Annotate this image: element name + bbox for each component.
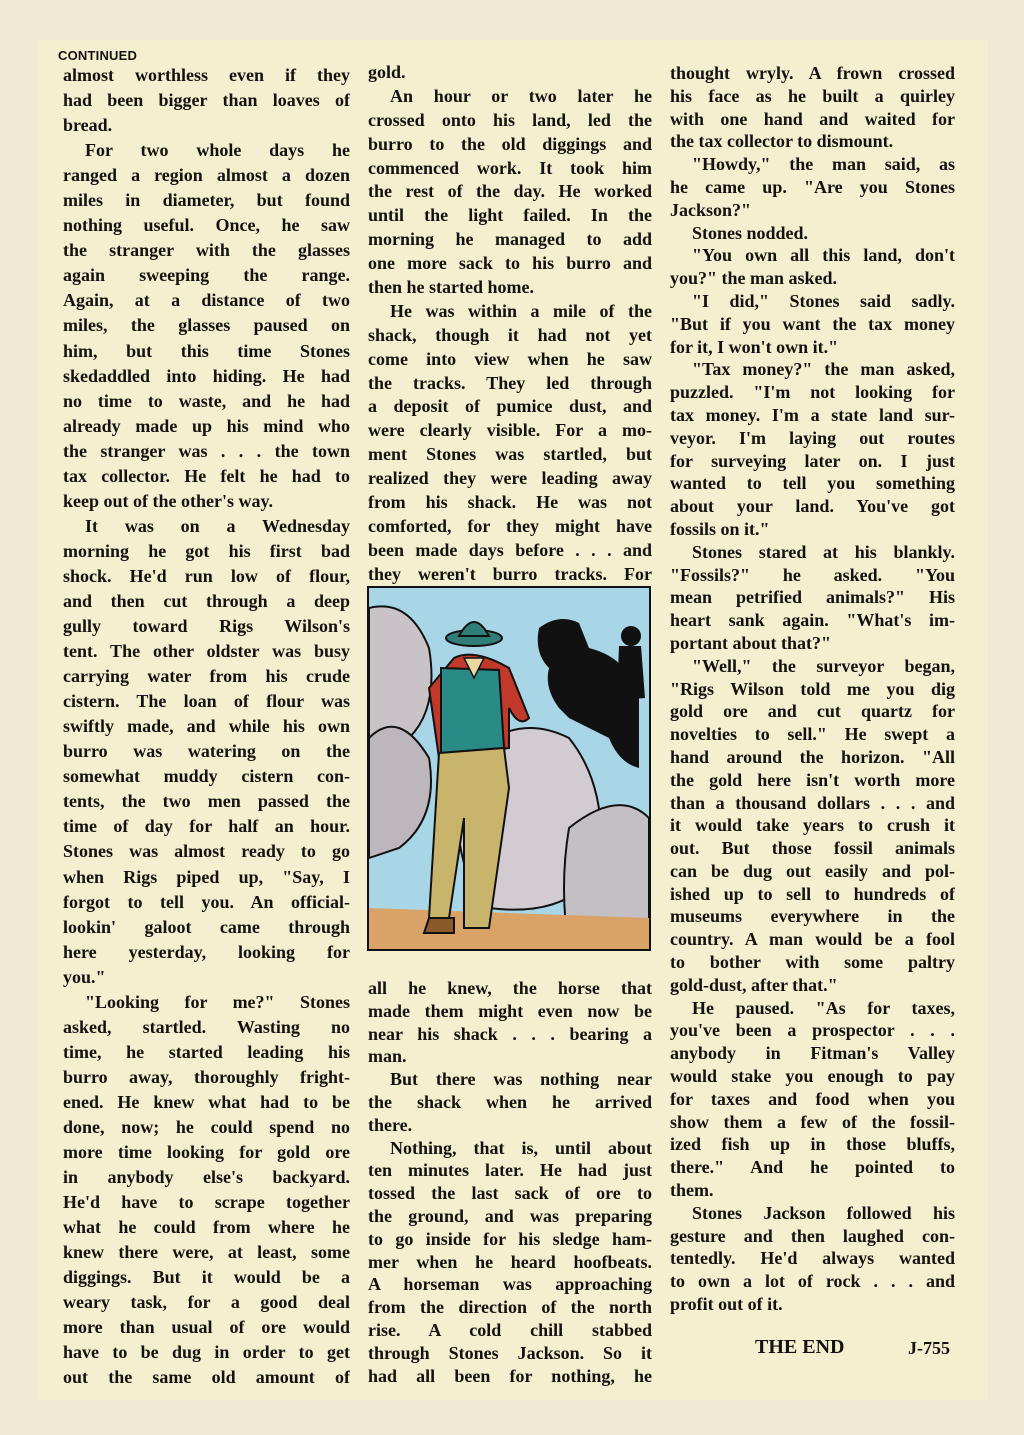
text-column-1 — [63, 63, 350, 1390]
text-line: shock. He'd run low of flour, — [63, 565, 350, 586]
text-line: them. — [670, 1180, 714, 1201]
text-line: through Stones Jackson. So it — [368, 1342, 652, 1363]
text-line: ized fish up in those bluffs, — [670, 1134, 955, 1155]
text-line: there." And he pointed to — [670, 1157, 955, 1178]
text-line: bread. — [63, 115, 113, 136]
text-line: burro away, thoroughly fright- — [63, 1066, 350, 1087]
text-line: have to be dug in order to get — [63, 1342, 350, 1363]
text-line: realized they were leading away — [368, 468, 652, 489]
text-line: Stones was almost ready to go — [63, 841, 350, 862]
text-line: "You own all this land, don't — [692, 245, 955, 266]
text-line: He'd have to scrape together — [63, 1192, 350, 1213]
text-line: what he could from where he — [63, 1217, 350, 1238]
text-line: veyor. I'm laying out routes — [670, 427, 955, 448]
text-line: were clearly visible. For a mo- — [368, 420, 652, 441]
text-line: time of day for half an hour. — [63, 816, 350, 837]
text-line: puzzled. "I'm not looking for — [670, 382, 955, 403]
text-line: had been bigger than loaves of — [63, 90, 350, 111]
text-line: gold. — [368, 62, 406, 82]
text-line: lookin' galoot came through — [63, 916, 350, 937]
text-line: out the same old amount of — [63, 1367, 350, 1388]
text-line: when Rigs piped up, "Say, I — [63, 866, 350, 887]
story-illustration — [367, 586, 651, 951]
text-line: near his shack . . . bearing a — [368, 1023, 652, 1044]
text-line: him, but this time Stones — [63, 340, 350, 361]
text-line: tossed the last sack of ore to — [368, 1183, 652, 1204]
text-line: cistern. The loan of flour was — [63, 691, 350, 712]
text-line: "Well," the surveyor began, — [692, 655, 955, 676]
text-line: for it, I won't own it." — [670, 336, 839, 357]
text-line: then he started home. — [368, 277, 534, 298]
text-line: and then cut through a deep — [63, 590, 350, 611]
text-line: tents, the two men passed the — [63, 791, 350, 812]
text-line: "Rigs Wilson told me you dig — [670, 678, 955, 699]
text-line: anybody in Fitman's Valley — [670, 1043, 955, 1064]
text-line: about your land. You've got — [670, 496, 955, 517]
text-line: ten minutes later. He had just — [368, 1160, 652, 1181]
text-line: the stranger with the glasses — [63, 240, 350, 261]
text-line: a deposit of pumice dust, and — [368, 396, 652, 417]
text-line: mer when he heard hoofbeats. — [368, 1251, 652, 1272]
text-line: from the direction of the north — [368, 1297, 652, 1318]
text-line: Stones nodded. — [692, 222, 809, 243]
text-line: for taxes and food when you — [670, 1088, 955, 1109]
text-line: He was within a mile of the — [390, 300, 652, 321]
text-line: gold ore and cut quartz for — [670, 701, 955, 722]
text-line: almost worthless even if they — [63, 65, 350, 85]
text-line: the ground, and was preparing — [368, 1205, 652, 1226]
text-line: made them might even now be — [368, 1000, 652, 1021]
text-line: show them a few of the fossil- — [670, 1111, 955, 1132]
text-line: ened. He knew what had to be — [63, 1091, 350, 1112]
continued-label: CONTINUED — [58, 48, 138, 63]
text-line: weary task, for a good deal — [63, 1292, 350, 1313]
text-line: morning he managed to add — [368, 229, 652, 250]
text-line: fossils on it." — [670, 518, 770, 539]
text-line: done, now; he could spend no — [63, 1116, 350, 1137]
text-line: burro to the old diggings and — [368, 133, 652, 154]
text-line: tent. The other oldster was busy — [63, 641, 350, 662]
text-line: forgot to tell you. An official- — [63, 891, 350, 912]
text-column-2-bottom — [368, 977, 652, 1387]
text-line: the tax collector to dismount. — [670, 131, 894, 152]
text-line: come into view when he saw — [368, 348, 652, 369]
text-line: his face as he built a quirley — [670, 85, 955, 106]
text-line: tentedly. He'd always wanted — [670, 1248, 955, 1269]
text-line: "Howdy," the man said, as — [692, 154, 955, 175]
text-line: gully toward Rigs Wilson's — [63, 616, 350, 637]
text-line: to own a lot of rock . . . and — [670, 1271, 955, 1292]
text-line: here yesterday, looking for — [63, 941, 350, 962]
text-line: all he knew, the horse that — [368, 978, 652, 998]
text-line: he came up. "Are you Stones — [670, 176, 955, 197]
text-line: Stones stared at his blankly. — [692, 541, 955, 562]
text-line: in anybody else's backyard. — [63, 1167, 350, 1188]
text-line: shack, though it had not yet — [368, 324, 652, 345]
text-line: morning he got his first bad — [63, 540, 350, 561]
text-line: man. — [368, 1046, 407, 1067]
text-line: ranged a region almost a dozen — [63, 165, 350, 186]
text-line: profit out of it. — [670, 1294, 783, 1315]
text-line: portant about that?" — [670, 632, 832, 653]
text-line: somewhat muddy cistern con- — [63, 766, 350, 787]
text-line: you." — [63, 966, 106, 987]
text-line: Stones Jackson followed his — [692, 1202, 955, 1223]
text-line: you?" the man asked. — [670, 268, 838, 289]
text-line: the tracks. They led through — [368, 372, 652, 393]
text-line: country. A man would be a fool — [670, 929, 955, 950]
text-line: heart sank again. "What's im- — [670, 610, 955, 631]
text-line: until the light failed. In the — [368, 205, 652, 226]
text-line: "Fossils?" he asked. "You — [670, 564, 955, 585]
text-line: tax money. I'm a state land sur- — [670, 404, 955, 425]
text-line: more time looking for gold ore — [63, 1142, 350, 1163]
text-line: hand around the horizon. "All — [670, 746, 955, 767]
text-line: swiftly made, and while his own — [63, 716, 350, 737]
text-line: crossed onto his land, led the — [368, 109, 652, 130]
text-line: museums everywhere in the — [670, 906, 955, 927]
text-line: they weren't burro tracks. For — [368, 563, 652, 584]
text-line: time, he started leading his — [63, 1041, 350, 1062]
text-line: An hour or two later he — [390, 85, 652, 106]
text-line: more than usual of ore would — [63, 1317, 350, 1338]
text-line: "I did," Stones said sadly. — [692, 290, 955, 311]
text-line: mean petrified animals?" His — [670, 587, 955, 608]
text-line: than a thousand dollars . . . and — [670, 792, 955, 813]
text-line: tax collector. He felt he had to — [63, 465, 350, 486]
text-line: it would take years to crush it — [670, 815, 955, 836]
text-line: miles, the glasses paused on — [63, 315, 350, 336]
text-line: knew there were, at least, some — [63, 1242, 350, 1263]
text-line: the shack when he arrived — [368, 1091, 652, 1112]
text-line: asked, startled. Wasting no — [63, 1016, 350, 1037]
text-line: carrying water from his crude — [63, 666, 350, 687]
text-line: ment Stones was startled, but — [368, 444, 652, 465]
text-line: you've been a prospector . . . — [670, 1020, 955, 1041]
text-line: to go inside for his sledge ham- — [368, 1228, 652, 1249]
text-line: ished up to sell to hundreds of — [670, 883, 955, 904]
text-line: the gold here isn't worth more — [670, 769, 955, 790]
text-line: already made up his mind who — [63, 415, 350, 436]
page-code: J-755 — [908, 1338, 950, 1358]
text-line: Again, at a distance of two — [63, 290, 350, 311]
text-line: "Tax money?" the man asked, — [692, 359, 955, 380]
text-line: A horseman was approaching — [368, 1274, 652, 1295]
text-line: again sweeping the range. — [63, 265, 350, 286]
text-line: the stranger was . . . the town — [63, 440, 350, 461]
text-line: gesture and then laughed con- — [670, 1225, 955, 1246]
text-line: no time to waste, and he had — [63, 390, 350, 411]
text-line: would stake you enough to pay — [670, 1066, 955, 1087]
text-column-2-top — [368, 61, 652, 587]
text-line: Jackson?" — [670, 199, 752, 220]
text-line: out. But those fossil animals — [670, 838, 955, 859]
text-line: had all been for nothing, he — [368, 1365, 652, 1386]
text-line: For two whole days he — [85, 140, 350, 161]
cowboy-horseman-illustration — [369, 588, 649, 949]
text-line: He paused. "As for taxes, — [692, 997, 955, 1018]
text-line: skedaddled into hiding. He had — [63, 365, 350, 386]
text-line: commenced work. It took him — [368, 157, 652, 178]
text-line: one more sack to his burro and — [368, 253, 652, 274]
text-line: But there was nothing near — [390, 1069, 652, 1090]
text-line: Nothing, that is, until about — [390, 1137, 652, 1158]
text-line: the rest of the day. He worked — [368, 181, 652, 202]
text-line: It was on a Wednesday — [85, 515, 350, 536]
text-line: nothing useful. Once, he saw — [63, 215, 350, 236]
text-line: for surveying later on. I just — [670, 450, 955, 471]
text-line: wanted to tell you something — [670, 473, 955, 494]
text-line: gold-dust, after that." — [670, 974, 838, 995]
text-line: comforted, for they might have — [368, 515, 652, 536]
text-line: "But if you want the tax money — [670, 313, 955, 334]
text-line: novelties to sell." He swept a — [670, 724, 955, 745]
text-column-3 — [670, 62, 955, 1316]
text-line: with one hand and waited for — [670, 108, 955, 129]
text-line: from his shack. He was not — [368, 492, 652, 513]
text-line: thought wryly. A frown crossed — [670, 63, 955, 83]
text-line: been made days before . . . and — [368, 539, 652, 560]
text-line: keep out of the other's way. — [63, 490, 273, 511]
text-line: diggings. But it would be a — [63, 1267, 350, 1288]
text-line: there. — [368, 1114, 413, 1135]
text-line: "Looking for me?" Stones — [85, 991, 350, 1012]
text-line: burro was watering on the — [63, 741, 350, 762]
the-end-label: THE END — [755, 1336, 845, 1358]
text-line: to bother with some paltry — [670, 952, 955, 973]
text-line: rise. A cold chill stabbed — [368, 1319, 652, 1340]
text-line: miles in diameter, but found — [63, 190, 350, 211]
text-line: can be dug out easily and pol- — [670, 860, 955, 881]
